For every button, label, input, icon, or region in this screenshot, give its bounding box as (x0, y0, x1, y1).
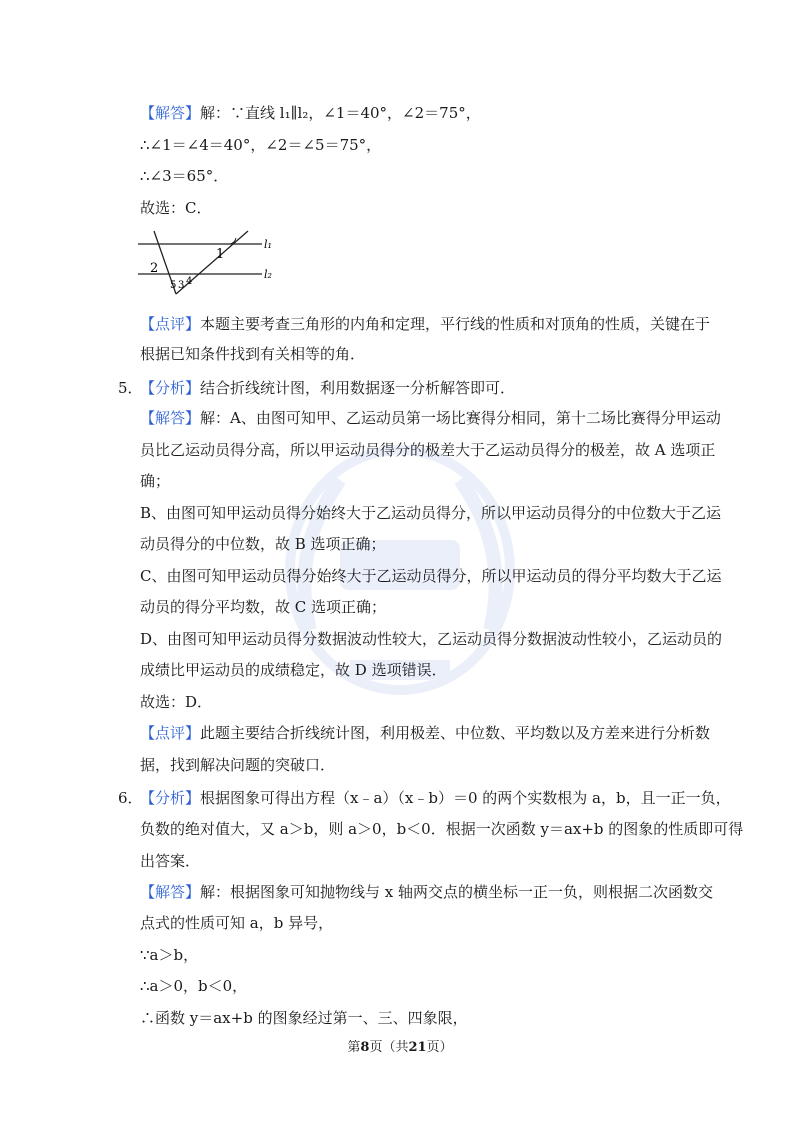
sec6-analysis-3: 出答案． (140, 852, 201, 870)
answer-text: 解：∵直线 l₁∥l₂，∠1＝40°，∠2＝75°， (200, 104, 481, 122)
sec6-analysis-2: 负数的绝对值大，又 a＞b，则 a＞0，b＜0．根据一次函数 y＝ax+b 的图象的性质即可得 (140, 820, 744, 838)
label-l2: l₂ (264, 268, 272, 281)
sec5-answer-b1: B、由图可知甲运动员得分始终大于乙运动员得分，所以甲运动员得分的中位数大于乙运 (140, 504, 722, 522)
sec5-answer-c2: 动员的得分平均数，故 C 选项正确； (140, 598, 387, 616)
sec5-review-line-2: 据，找到解决问题的突破口． (140, 756, 336, 774)
question-5-number: 5． (118, 379, 143, 397)
label-angle-1: 1 (216, 247, 225, 262)
sec5-answer-a1: 【解答】解：A、由图可知甲、乙运动员第一场比赛得分相同，第十二场比赛得分甲运动 (140, 409, 721, 427)
analysis-tag: 【分析】 (140, 789, 201, 807)
sec5-answer-d1: D、由图可知甲运动员得分数据波动性较大，乙运动员得分数据波动性较小，乙运动员的 (140, 630, 723, 648)
review-tag: 【点评】 (140, 724, 201, 742)
label-angle-4: 4 (186, 276, 193, 287)
sec5-choice: 故选：D． (140, 693, 213, 711)
answer-tag: 【解答】 (140, 883, 201, 901)
sec4-answer-line (140, 103, 481, 123)
label-angle-3: 3 (178, 280, 185, 291)
sec6-answer-4: ∴a＞0，b＜0， (140, 977, 248, 995)
sec6-answer-5: ∴函数 y＝ax+b 的图象经过第一、三、四象限， (140, 1009, 468, 1027)
sec4-step-3: ∴∠3＝65°． (140, 167, 229, 185)
review-tag: 【点评】 (140, 315, 201, 333)
page-number: 8 (360, 1040, 370, 1055)
label-angle-5: 5 (170, 280, 177, 291)
sec4-review-line-1: 【点评】本题主要考查三角形的内角和定理，平行线的性质和对顶角的性质，关键在于 (140, 315, 711, 333)
page-footer: 第8页（共21页） (347, 1040, 453, 1055)
sec4-choice: 故选：C． (140, 199, 212, 217)
sec5-analysis: 【分析】结合折线统计图，利用数据逐一分析解答即可． (140, 379, 516, 397)
label-angle-2: 2 (150, 261, 159, 276)
sec5-answer-d2: 成绩比甲运动员的成绩稳定，故 D 选项错误． (140, 661, 447, 679)
sec5-answer-c1: C、由图可知甲运动员得分始终大于乙运动员得分，所以甲运动员的得分平均数大于乙运 (140, 567, 722, 585)
analysis-tag: 【分析】 (140, 379, 201, 397)
question-6-number: 6． (118, 789, 143, 807)
sec5-answer-a2: 员比乙运动员得分高，所以甲运动员得分的极差大于乙运动员得分的极差，故 A 选项正 (140, 441, 716, 459)
sec5-review-line-1: 【点评】此题主要结合折线统计图，利用极差、中位数、平均数以及方差来进行分析数 (140, 724, 711, 742)
page-total: 21 (408, 1040, 427, 1055)
answer-tag: 【解答】 (140, 104, 201, 122)
sec5-answer-a3: 确； (140, 472, 171, 490)
sec6-answer-1: 【解答】解：根据图象可知抛物线与 x 轴两交点的横坐标一正一负，则根据二次函数交 (140, 883, 714, 901)
sec4-step-2: ∴∠1＝∠4＝40°，∠2＝∠5＝75°， (140, 136, 382, 154)
sec6-answer-2: 点式的性质可知 a，b 异号， (140, 914, 334, 932)
sec4-review-line-2: 根据已知条件找到有关相等的角． (140, 345, 366, 363)
parallel-lines-figure (136, 228, 286, 298)
sec6-analysis-1: 【分析】根据图象可得出方程（x﹣a）（x﹣b）＝0 的两个实数根为 a，b，且一正一负， (140, 789, 731, 807)
label-l1: l₁ (264, 238, 272, 251)
answer-tag: 【解答】 (140, 409, 201, 427)
sec6-answer-3: ∵a＞b， (140, 946, 199, 964)
sec5-answer-b2: 动员得分的中位数，故 B 选项正确； (140, 535, 386, 553)
